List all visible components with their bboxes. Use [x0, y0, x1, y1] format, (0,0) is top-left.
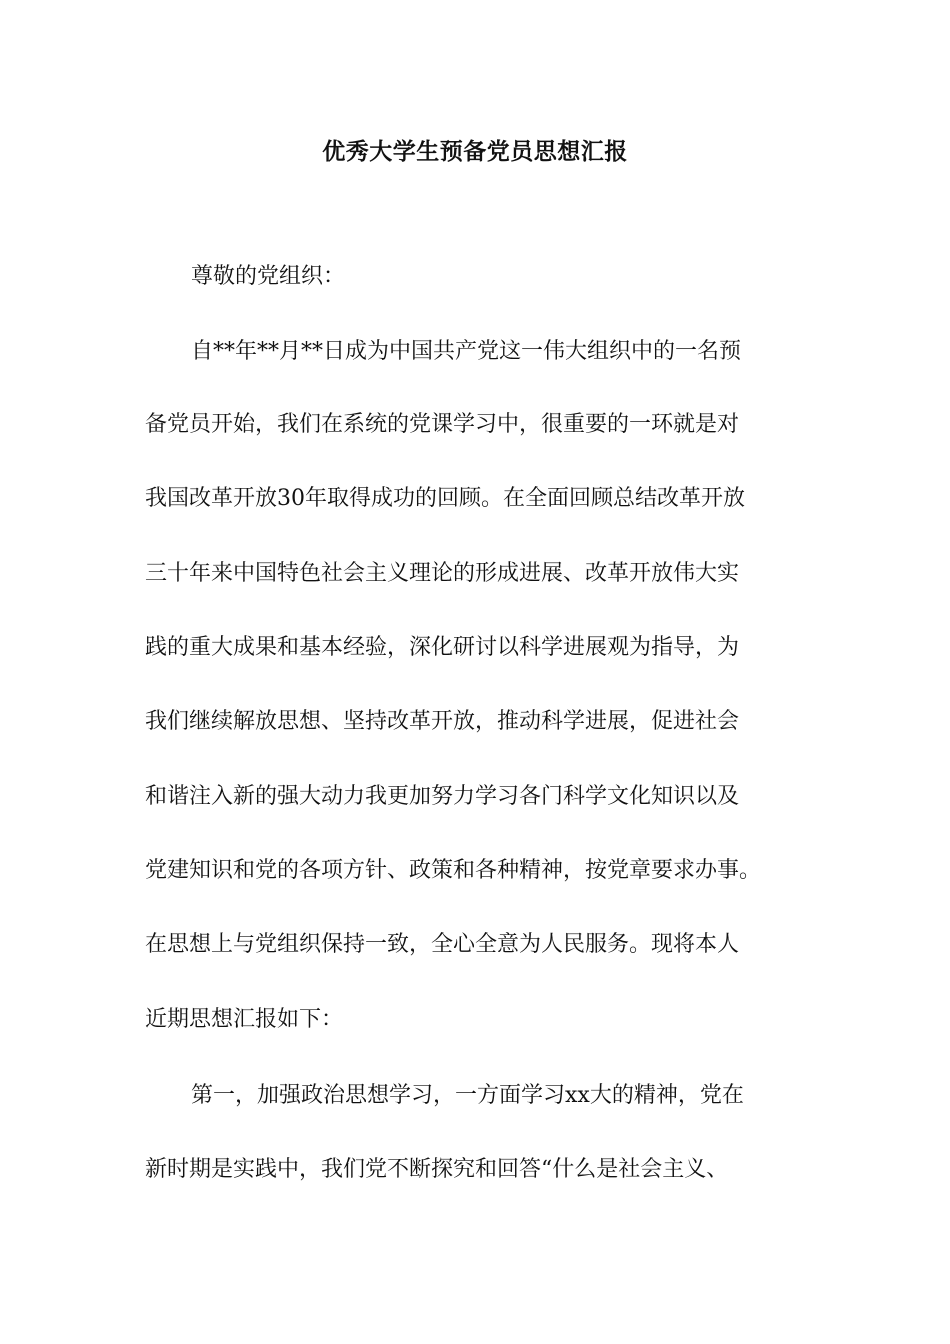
body-line-4: 三十年来中国特色社会主义理论的形成进展、改革开放伟大实 — [145, 561, 740, 586]
body-line-10: 近期思想汇报如下： — [145, 1007, 344, 1032]
body-line-12: 新时期是实践中，我们党不断探究和回答“什么是社会主义、 — [145, 1157, 729, 1182]
body-line-9: 在思想上与党组织保持一致，全心全意为人民服务。现将本人 — [145, 932, 740, 957]
body-line-8: 党建知识和党的各项方针、政策和各种精神，按党章要求办事。 — [145, 858, 762, 883]
body-line-5: 践的重大成果和基本经验，深化研讨以科学进展观为指导，为 — [145, 635, 740, 660]
body-line-1: 自**年**月**日成为中国共产党这一伟大组织中的一名预 — [191, 339, 742, 364]
body-line-6: 我们继续解放思想、坚持改革开放，推动科学进展，促进社会 — [145, 709, 740, 734]
body-line-2: 备党员开始，我们在系统的党课学习中，很重要的一环就是对 — [145, 412, 740, 437]
body-line-3: 我国改革开放30年取得成功的回顾。在全面回顾总结改革开放 — [145, 486, 745, 511]
body-line-7: 和谐注入新的强大动力我更加努力学习各门科学文化知识以及 — [145, 784, 740, 809]
body-line-11: 第一，加强政治思想学习，一方面学习xx大的精神，党在 — [191, 1083, 744, 1108]
document-title: 优秀大学生预备党员思想汇报 — [322, 138, 628, 165]
salutation: 尊敬的党组织： — [191, 264, 346, 289]
